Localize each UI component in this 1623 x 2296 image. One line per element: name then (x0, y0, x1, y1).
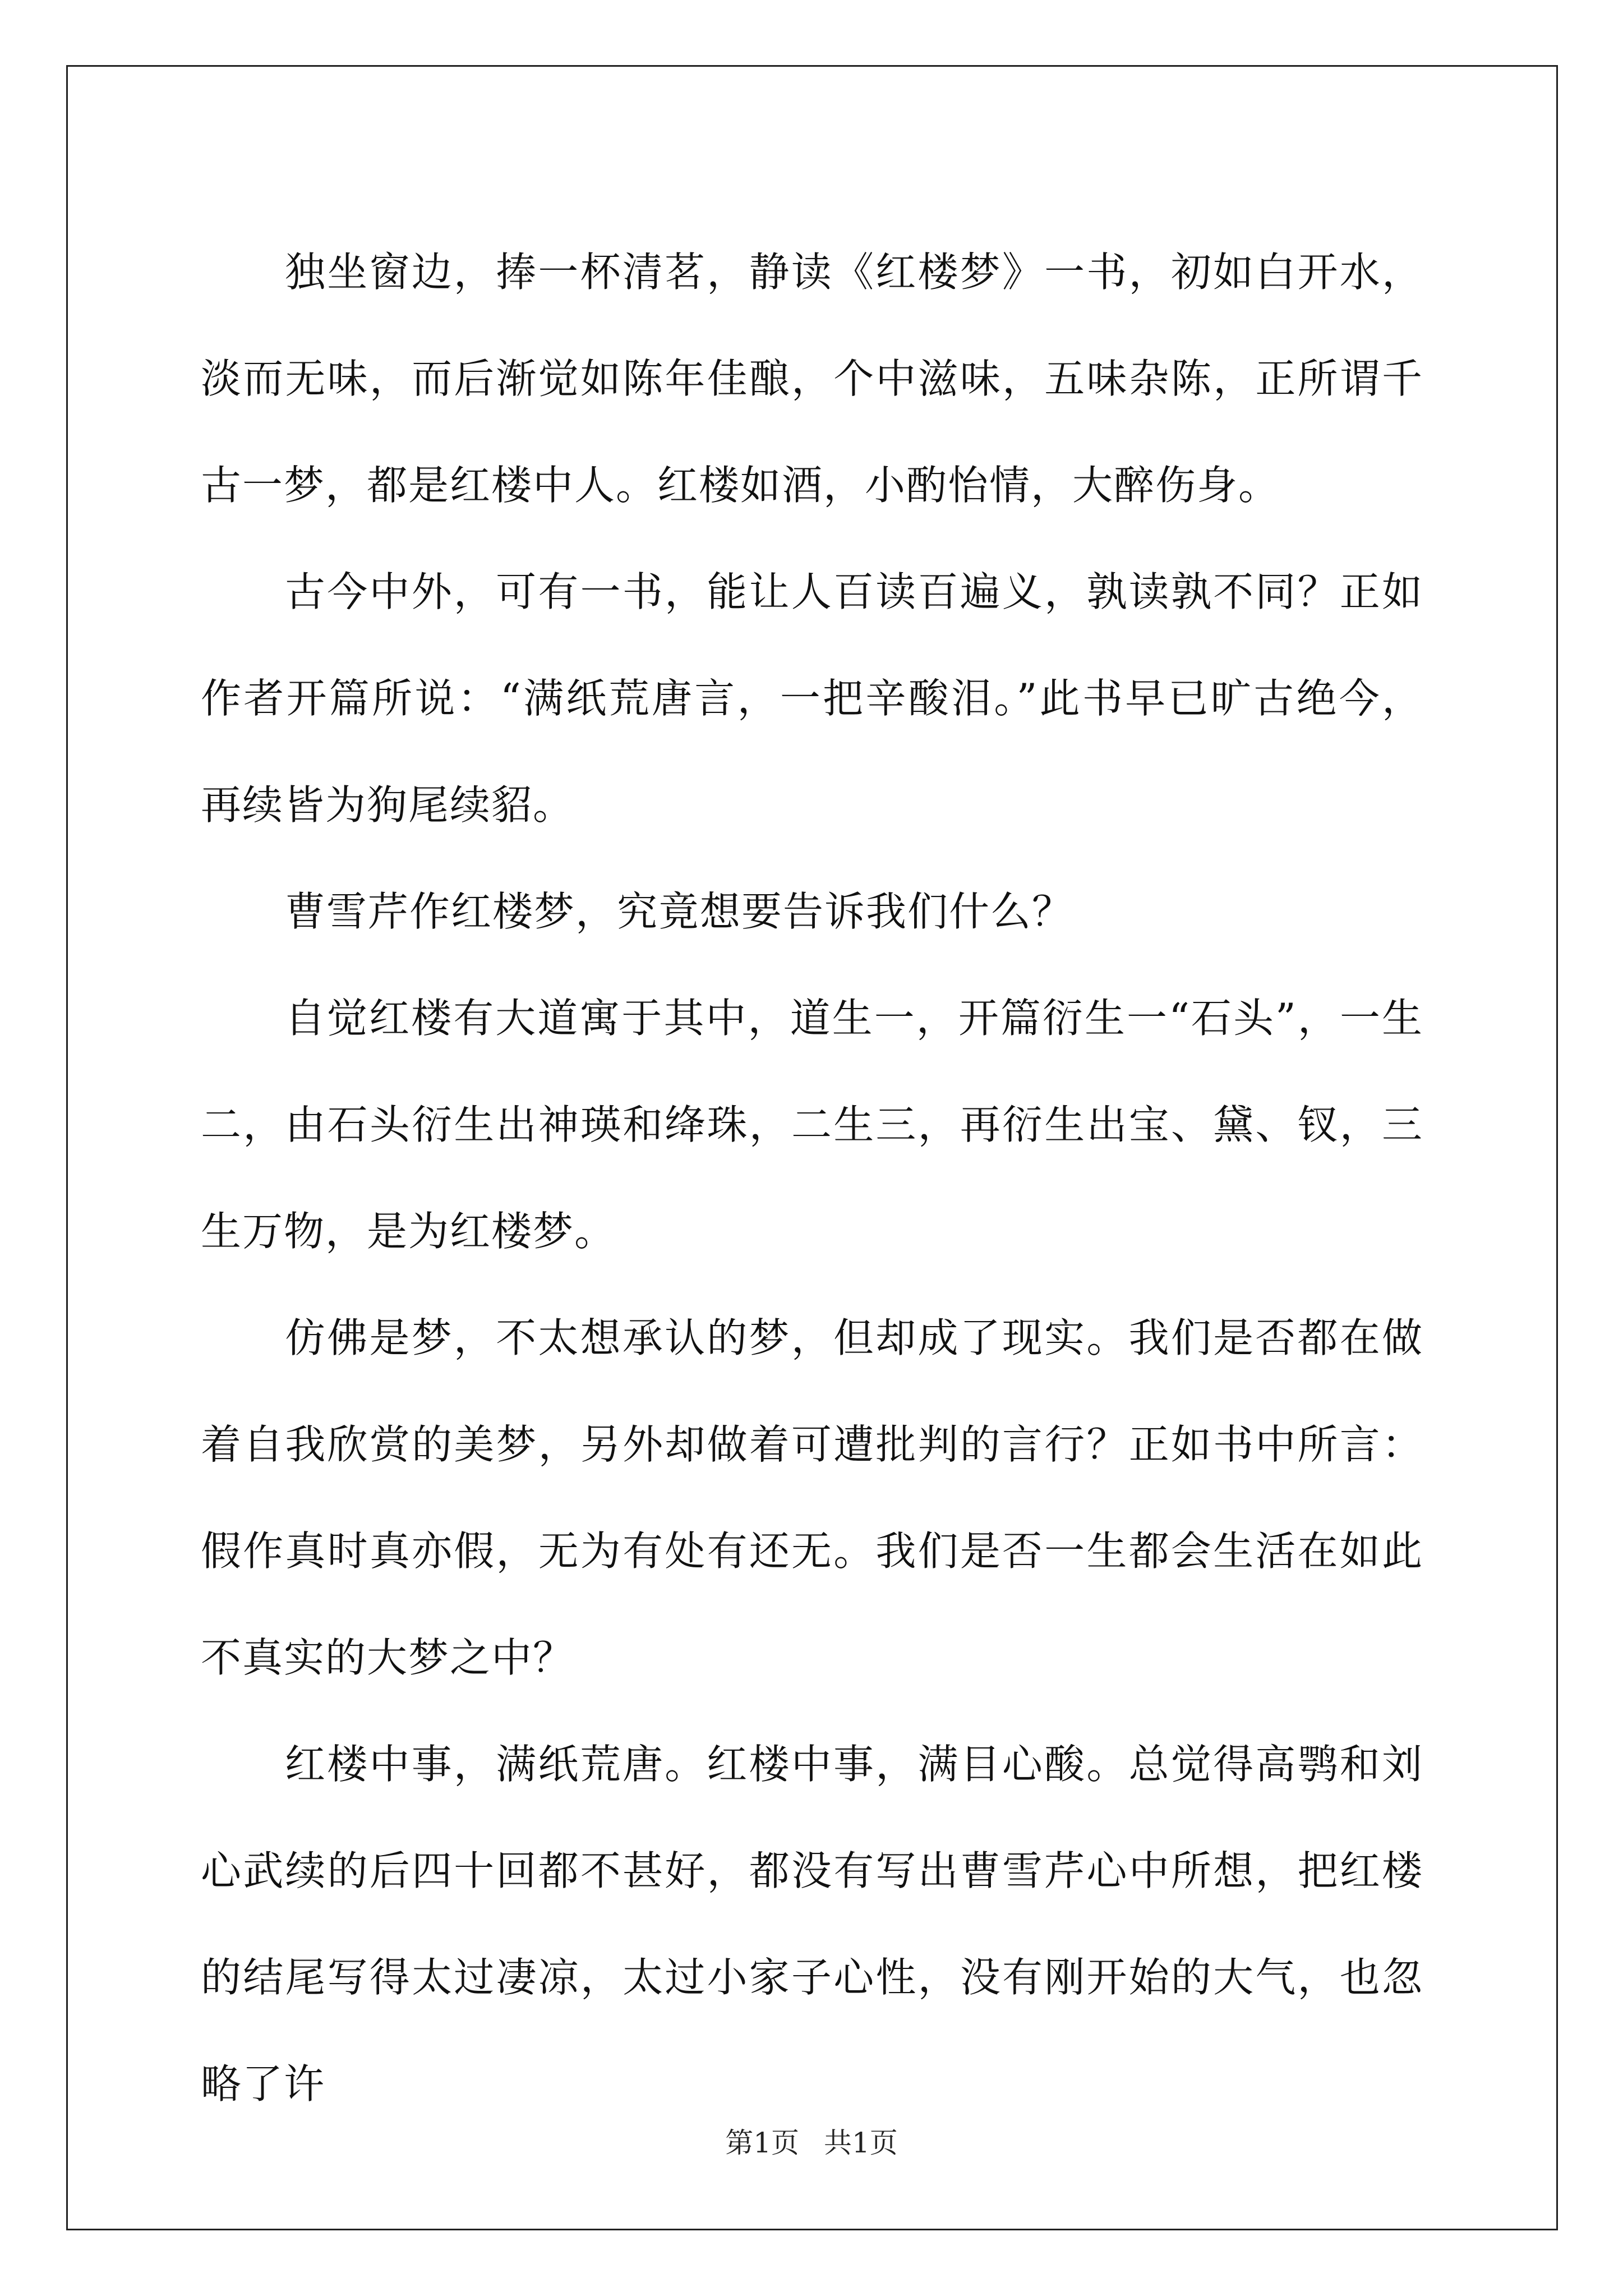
document-body (201, 219, 1423, 2137)
paragraph: 古今中外，可有一书，能让人百读百遍义，孰读孰不同？正如作者开篇所说：“满纸荒唐言，一把辛酸泪。”此书早已旷古绝今，再续皆为狗尾续貂。 (201, 568, 1423, 829)
paragraph: 曹雪芹作红楼梦，究竟想要告诉我们什么？ (285, 888, 1074, 935)
paragraph: 独坐窗边，捧一杯清茗，静读《红楼梦》一书，初如白开水，淡而无味，而后渐觉如陈年佳酿，个中滋味，五味杂陈，正所谓千古一梦，都是红楼中人。红楼如酒，小酌怡情，大醉伤身。 (201, 249, 1423, 509)
page-total: 共1页 (823, 2127, 898, 2159)
page-footer (0, 2120, 1623, 2161)
paragraph: 红楼中事，满纸荒唐。红楼中事，满目心酸。总觉得高鹗和刘心武续的后四十回都不甚好，都没有写出曹雪芹心中所想，把红楼的结尾写得太过凄凉，太过小家子心性，没有刚开始的大气，也忽略了许 (201, 1741, 1423, 2108)
paragraph: 仿佛是梦，不太想承认的梦，但却成了现实。我们是否都在做着自我欣赏的美梦，另外却做着可遭批判的言行？正如书中所言：假作真时真亦假，无为有处有还无。我们是否一生都会生活在如此不真实的大梦之中？ (201, 1314, 1423, 1681)
paragraph: 自觉红楼有大道寓于其中，道生一，开篇衍生一“石头”，一生二，由石头衍生出神瑛和绛珠，二生三，再衍生出宝、黛、钗，三生万物，是为红楼梦。 (201, 995, 1423, 1255)
page-number: 第1页 (725, 2127, 800, 2159)
